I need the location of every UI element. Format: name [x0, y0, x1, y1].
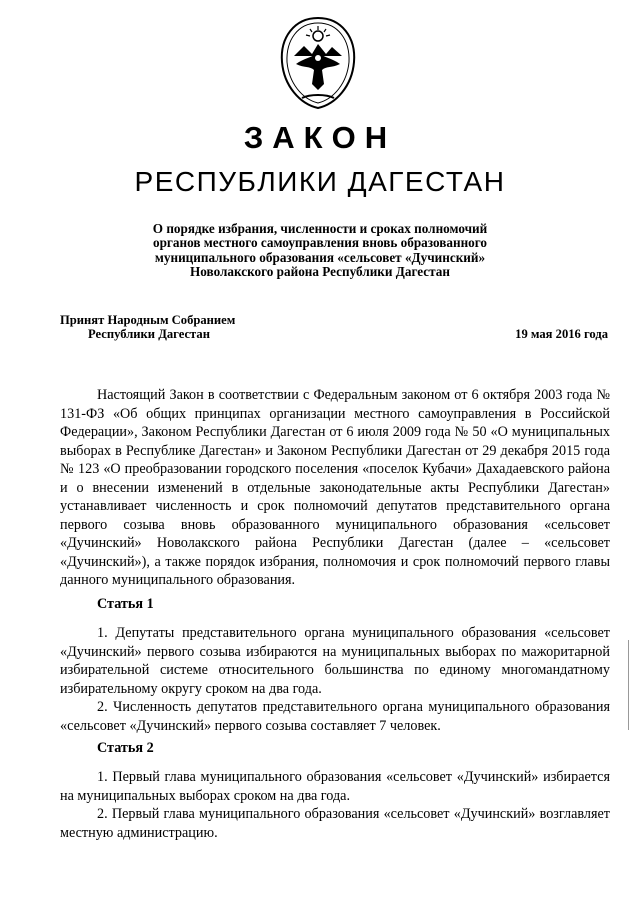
document-type-title: ЗАКОН	[243, 120, 397, 155]
scan-edge-mark	[628, 640, 629, 730]
adoption-line-2: Республики Дагестан	[88, 327, 210, 341]
law-title-line: муниципального образования «сельсовет «Дучинский»	[154, 249, 486, 265]
adoption-line-1: Принят Народным Собранием	[60, 313, 236, 327]
preamble-paragraph: Настоящий Закон в соответствии с Федеральным законом от 6 октября 2003 года № 131-ФЗ «Об общих принципах организации местного самоуправления в Российской Федерации», Законом Республики Дагестан от 6 июля 2009 года № 50 «О муниципальных выборах в Республике Дагестан» и Законом Республики Дагестан от 29 декабря 2015 года № 123 «О преобразовании городского поселения «поселок Кубачи» Дахадаевского района и о внесении изменений в отдельные законодательные акты Республики Дагестан» устанавливает численность и срок полномочий депутатов представительного органа первого созыва вновь образованного муниципального образования «сельсовет «Дучинский» Новолакского района Республики Дагестан (далее – «сельсовет «Дучинский»), а также порядок избрания, полномочия и срок полномочий первого главы данного муниципального образования.	[60, 387, 610, 588]
law-title-line: Новолакского района Республики Дагестан	[190, 264, 450, 280]
article-2-paragraph-2: 2. Первый глава муниципального образования «сельсовет «Дучинский» возглавляет местную администрацию.	[60, 806, 610, 841]
adoption-block	[60, 313, 235, 341]
article-2-heading: Статья 2	[97, 740, 154, 756]
law-title	[100, 222, 540, 280]
article-1-heading: Статья 1	[97, 596, 154, 612]
law-title-line: органов местного самоуправления вновь образованного	[152, 235, 488, 251]
article-1-paragraph-2: 2. Численность депутатов представительного органа муниципального образования «сельсовет «Дучинский» первого созыва составляет 7 человек.	[60, 699, 610, 734]
adoption-date: 19 мая 2016 года	[515, 327, 608, 341]
article-1-paragraph-1: 1. Депутаты представительного органа муниципального образования «сельсовет «Дучинский» первого созыва избираются на муниципальных выборах по мажоритарной избирательной системе относительного большинства по единому многомандатному избирательному округу сроком на два года.	[60, 625, 610, 697]
article-2-paragraph-1: 1. Первый глава муниципального образования «сельсовет «Дучинский» избирается на муниципальных выборах сроком на два года.	[60, 769, 610, 804]
issuer-title: РЕСПУБЛИКИ ДАГЕСТАН	[134, 166, 506, 197]
coat-of-arms-icon	[274, 12, 362, 112]
law-title-line: О порядке избрания, численности и сроках полномочий	[152, 221, 488, 236]
